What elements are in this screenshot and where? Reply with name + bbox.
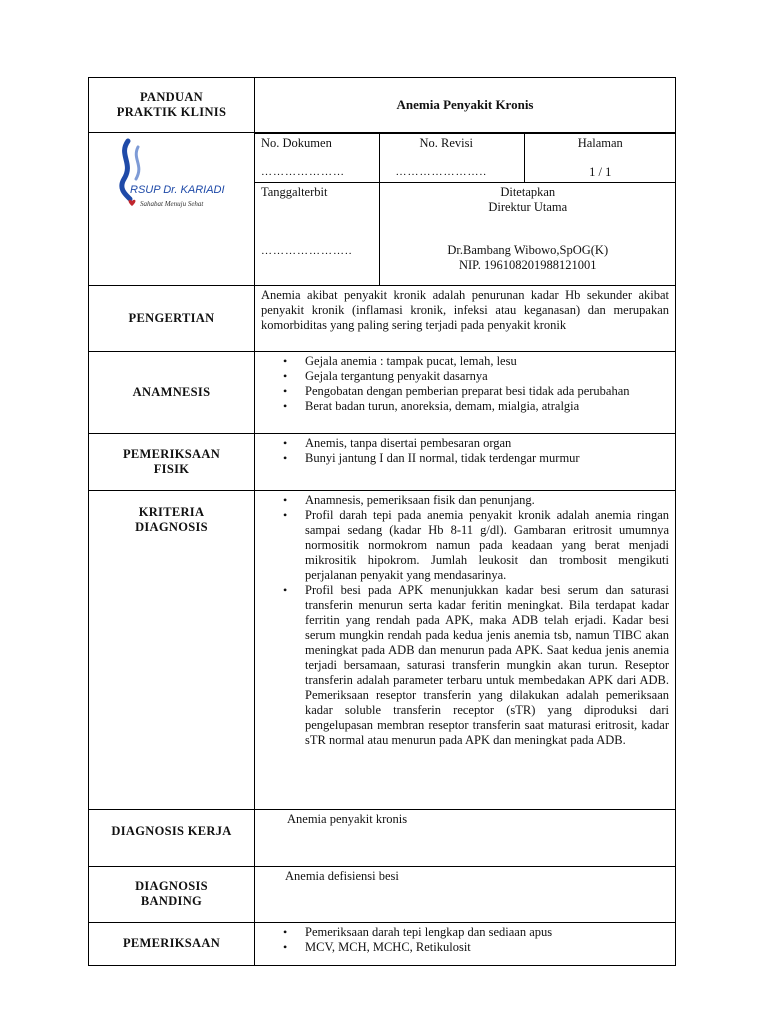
kriteria-diagnosis-list: [261, 493, 669, 748]
list-item: • Bunyi jantung I dan II normal, tidak terdengar murmur: [305, 451, 669, 466]
guideline-type-label: PANDUAN PRAKTIK KLINIS: [116, 90, 227, 119]
document-meta-table: [255, 133, 676, 285]
hospital-logo: [89, 133, 254, 213]
anamnesis-content: [255, 351, 676, 433]
clinical-guideline-table: [88, 77, 676, 966]
signer-nip: NIP. 196108201988121001: [458, 258, 597, 272]
list-item: • Anemis, tanpa disertai pembesaran organ: [305, 436, 669, 451]
pemeriksaan-fisik-list: [261, 436, 669, 466]
document-meta-cell: [255, 133, 676, 286]
tanggal-terbit-value: …………………..: [261, 245, 353, 257]
diagnosis-banding-text: Anemia defisiensi besi: [255, 866, 676, 922]
document-title-cell: [255, 78, 676, 133]
no-revisi-cell: [379, 134, 524, 183]
logo-cell: [89, 133, 255, 286]
list-item: • Pengobatan dengan pemberian preparat besi tidak ada perubahan: [305, 384, 669, 399]
penetapan-cell: [379, 183, 676, 285]
list-item: • Berat badan turun, anoreksia, demam, mialgia, atralgia: [305, 399, 669, 414]
kriteria-diagnosis-content: [255, 490, 676, 809]
diagnosis-banding-label: DIAGNOSIS: [135, 879, 208, 893]
hospital-logo-icon: [112, 133, 232, 213]
logo-name: RSUP Dr. KARIADI: [129, 184, 225, 196]
halaman-value: 1 / 1: [589, 165, 612, 179]
diagnosis-kerja-label-cell: [89, 809, 255, 866]
list-item: • Profil darah tepi pada anemia penyakit kronik adalah anemia ringan sampai sedang (kadar Hb 8-11 g/dl). Gambaran eritrosit umumnya normositik normokrom namun pada keadaan yang berat menjadi mikrositik hipokrom. Jumlah leukosit dan trombosit mengikuti perjalanan penyakit yang mendasarinya.: [305, 508, 669, 583]
halaman-label: Halaman: [577, 136, 623, 150]
pemeriksaan-fisik-label-2: FISIK: [153, 461, 190, 476]
kriteria-diagnosis-label: KRITERIA: [138, 504, 205, 519]
pengertian-text: Anemia akibat penyakit kronik adalah penurunan kadar Hb sekunder akibat penyakit kronik (inflamasi kronik, infeksi atau keganasan) dan merupakan komorbiditas yang paling sering terjadi pada penyakit kronik: [255, 285, 676, 351]
list-item: • Gejala anemia : tampak pucat, lemah, lesu: [305, 354, 669, 369]
kriteria-diagnosis-label-cell: [89, 490, 255, 809]
pemeriksaan-label-cell: [89, 922, 255, 965]
diagnosis-kerja-label: DIAGNOSIS KERJA: [111, 823, 232, 838]
pemeriksaan-label: PEMERIKSAAN: [122, 936, 221, 950]
diagnosis-kerja-text: Anemia penyakit kronis: [255, 809, 676, 866]
pengertian-label: PENGERTIAN: [128, 310, 215, 325]
no-dokumen-value: …………………: [261, 166, 345, 178]
document-title: Anemia Penyakit Kronis: [396, 97, 534, 112]
tanggal-terbit-cell: [255, 183, 379, 285]
logo-tagline: Sahabat Menuju Sehat: [139, 200, 203, 208]
tanggal-terbit-label: Tanggalterbit: [261, 185, 328, 199]
pemeriksaan-list: [261, 925, 669, 955]
no-dokumen-label: No. Dokumen: [261, 136, 332, 150]
kriteria-diagnosis-label-2: DIAGNOSIS: [135, 519, 208, 534]
anamnesis-label: ANAMNESIS: [132, 384, 211, 399]
pemeriksaan-fisik-label: PEMERIKSAAN: [122, 446, 221, 461]
guideline-type-cell: [89, 78, 255, 133]
signer-name: Dr.Bambang Wibowo,SpOG(K): [447, 243, 609, 257]
pemeriksaan-fisik-label-cell: [89, 433, 255, 490]
ditetapkan-label: Ditetapkan: [500, 185, 556, 199]
diagnosis-banding-label-cell: [89, 866, 255, 922]
no-dokumen-cell: [255, 134, 379, 183]
pemeriksaan-fisik-content: [255, 433, 676, 490]
list-item: • Profil besi pada APK menunjukkan kadar besi serum dan saturasi transferin menurun serta kadar feritin meningkat. Bila terdapat kadar ferritin yang rendah pada APK, maka ADB telah erjadi. Kadar besi serum mungkin rendah pada kedua jenis anemia tsb, namun TIBC akan meningkat pada ADB dan menurun pada APK. Saat kedua jenis anemia terjadi bersamaan, saturasi transferin mungkin akan turun. Reseptor transferin adalah parameter terbaru untuk membedakan APK dari ADB. Pemeriksaan reseptor transferin yang dilakukan adalah pemeriksaan kadar soluble transferin receptor (sTR) yang diproduksi dari pengelupasan membran reseptor transferin saat maturasi eritrosit, kadar sTR normal atau menurun pada APK dan meningkat pada ADB.: [305, 583, 669, 748]
direktur-label: Direktur Utama: [488, 200, 568, 214]
pengertian-label-cell: [89, 285, 255, 351]
list-item: • Gejala tergantung penyakit dasarnya: [305, 369, 669, 384]
pemeriksaan-content: [255, 922, 676, 965]
halaman-cell: [524, 134, 676, 183]
anamnesis-list: [261, 354, 669, 414]
list-item: • Anamnesis, pemeriksaan fisik dan penunjang.: [305, 493, 669, 508]
no-revisi-label: No. Revisi: [419, 136, 473, 150]
list-item: • MCV, MCH, MCHC, Retikulosit: [305, 940, 669, 955]
diagnosis-banding-label-2: BANDING: [140, 894, 203, 908]
list-item: • Pemeriksaan darah tepi lengkap dan sediaan apus: [305, 925, 669, 940]
no-revisi-value: …………………..: [395, 166, 487, 178]
anamnesis-label-cell: [89, 351, 255, 433]
